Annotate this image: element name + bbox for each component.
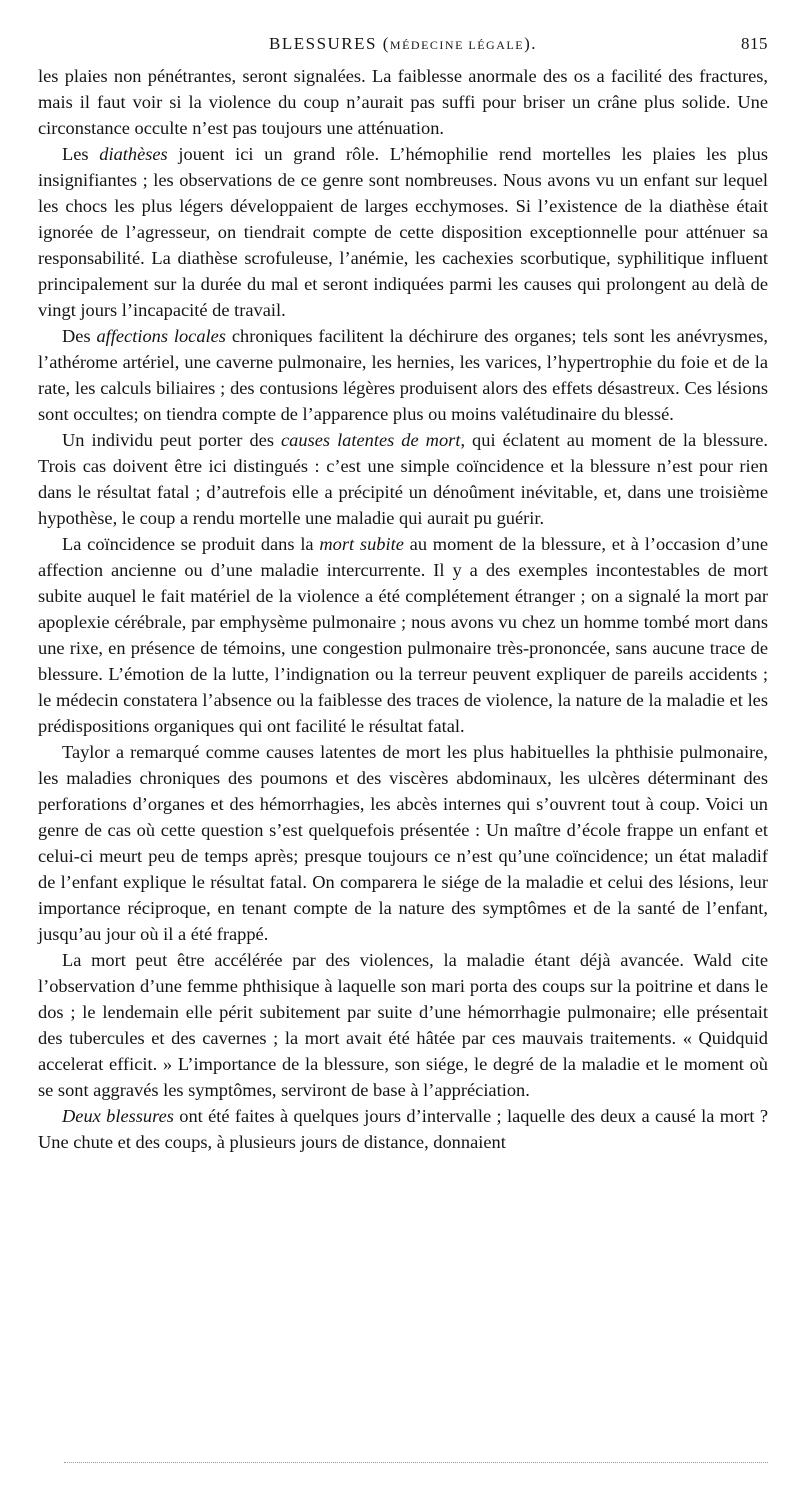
italic-text: affections locales [96,326,226,346]
italic-text: mort subite [319,534,404,554]
text-run: La mort peut être accélérée par des violences, la maladie étant déjà avancée. Wald cite l’observation d’une femme phthisique à laquelle son mari porta des coups sur la poitrine et dans le dos ; le lendemain elle périt subitement par suite d’une hémorrhagie pulmonaire; elle présentait des tubercules et des cavernes ; la mort avait été hâtée par ces mauvais traitements. « Quidquid accelerat efficit. » L’importance de la blessure, son siége, le degré de la maladie et le moment où se sont aggravés les symptômes, serviront de base à l’appréciation. [38,950,768,1100]
paragraph [38,947,768,1103]
text-run: jouent ici un grand rôle. L’hémophilie rend mortelles les plaies les plus insignifiantes ; les observations de ce genre sont nombreuses. Nous avons vu un enfant sur lequel les chocs les plus légers développaient de larges ecchymoses. Si l’existence de la diathèse était ignorée de l’agresseur, on tiendrait compte de cette disposition exceptionnelle pour atténuer sa responsabilité. La diathèse scrofuleuse, l’anémie, les cachexies scorbutique, syphilitique influent principalement sur la durée du mal et seront indiquées parmi les causes qui prolongent au delà de vingt jours l’incapacité de travail. [38,144,768,320]
text-run: au moment de la blessure, et à l’occasion d’une affection ancienne ou d’une maladie intercurrente. Il y a des exemples incontestables de mort subite auquel le fait matériel de la violence a été complétement étranger ; on a signalé la mort par apoplexie cérébrale, par emphysème pulmonaire ; nous avons vu chez un homme tombé mort dans une rixe, en présence de témoins, une congestion pulmonaire très-prononcée, sans aucune trace de blessure. L’émotion de la lutte, l’indignation ou la terreur peuvent expliquer de pareils accidents ; le médecin constatera l’absence ou la faiblesse des traces de violence, la nature de la maladie et les prédispositions organiques qui ont facilité le résultat fatal. [38,534,768,736]
paragraph [38,739,768,947]
italic-text: Deux blessures [62,1106,174,1126]
text-run: La coïncidence se produit dans la [62,534,320,554]
paragraph [38,141,768,323]
running-title [38,34,768,54]
running-title-main: BLESSURES ( [269,34,390,53]
text-run: Des [62,326,97,346]
paragraph [38,1103,768,1155]
text-run: chroniques facilitent la déchirure des organes; tels sont les anévrysmes, l’athérome artériel, une caverne pulmonaire, les hernies, les varices, l’hypertrophie du foie et de la rate, les calculs biliaires ; des contusions légères produisent alors des effets désastreux. Ces lésions sont occultes; on tiendra compte de l’apparence plus ou moins valétudinaire du blessé. [38,326,768,424]
text-run: Taylor a remarqué comme causes latentes de mort les plus habituelles la phthisie pulmonaire, les maladies chroniques des poumons et des viscères abdominaux, les ulcères déterminant des perforations d’organes et des hémorrhagies, les abcès internes qui s’ouvrent tout à coup. Voici un genre de cas où cette question s’est quelquefois présentée : Un maître d’école frappe un enfant et celui-ci meurt peu de temps après; presque toujours ce n’est qu’une coïncidence; un état maladif de l’enfant explique le résultat fatal. On comparera le siége de la maladie et celui des lésions, leur importance réciproque, en tenant compte de la nature des symptômes et de la santé de l’enfant, jusqu’au jour où il a été frappé. [38,742,768,944]
text-run: Les [62,144,100,164]
italic-text: causes latentes de mort [281,430,461,450]
running-title-subtitle: MÉDECINE LÉGALE [389,38,525,52]
page-number: 815 [741,34,768,53]
footer-rule [64,1462,768,1463]
page-header [38,34,768,58]
text-run: , qui éclatent au moment de la blessure. Trois cas doivent être ici distingués : c’est une simple coïncidence et la blessure n’est pour rien dans le résultat fatal ; d’autrefois elle a précipité un dénoûment inévitable, et, dans une troisième hypothèse, le coup a rendu mortelle une maladie qui aurait pu guérir. [38,430,769,528]
text-run: ont été faites à quelques jours d’intervalle ; laquelle des deux a causé la mort ? Une chute et des coups, à plusieurs jours de distance, donnaient [38,1106,768,1152]
paragraph [38,63,768,141]
text-run: Un individu peut porter des [62,430,282,450]
running-title-end: ). [524,34,537,53]
paragraph [38,531,768,739]
paragraph [38,323,768,427]
paragraph [38,427,768,531]
text-run: les plaies non pénétrantes, seront signalées. La faiblesse anormale des os a facilité des fractures, mais il faut voir si la violence du coup n’aurait pas suffi pour briser un crâne plus solide. Une circonstance occulte n’est pas toujours une atténuation. [38,66,768,138]
italic-text: diathèses [99,144,168,164]
body-text [38,63,768,1155]
